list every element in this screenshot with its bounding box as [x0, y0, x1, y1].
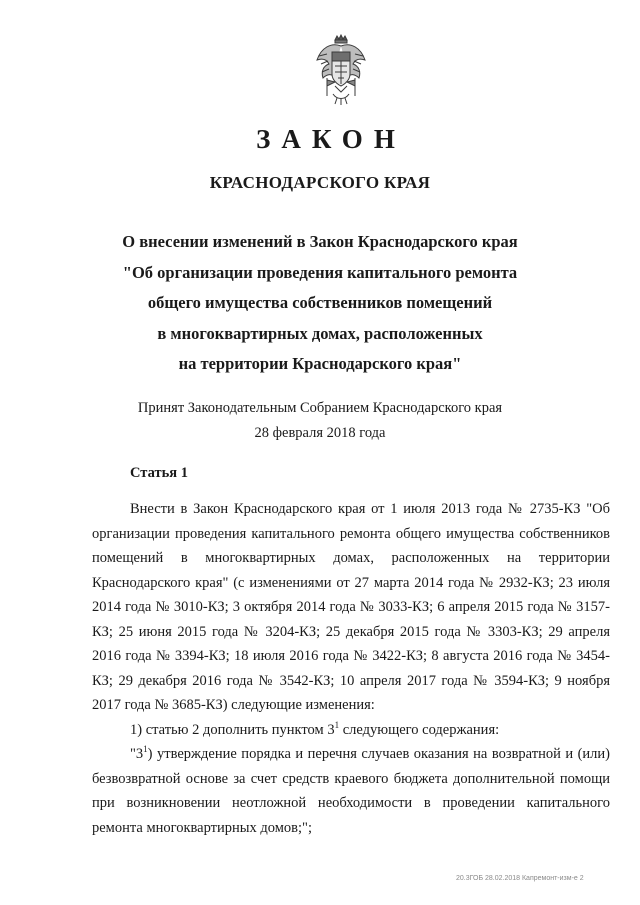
quote-text: ) утверждение порядка и перечня случаев оказания на возвратной и (или) безвозвратной основе за счет средств краевого бюджета дополнительной помощи при возникновении неотложной необходимости в проведении капитального ремонта многоквартирных домов;";	[92, 746, 610, 836]
superscript: 1	[143, 744, 148, 754]
adoption-body: Принят Законодательным Собранием Краснодарского края	[137, 400, 503, 416]
superscript: 1	[334, 719, 340, 730]
amendment-item-text: 1) статью 2 дополнить пунктом 3	[130, 721, 335, 738]
article-heading: Статья 1	[130, 465, 188, 481]
footer-file-reference: 20.3ГОБ 28.02.2018 Капремонт-изм-е 2	[456, 875, 584, 882]
law-subject-title	[0, 227, 640, 380]
subject-line: в многоквартирных домах, расположенных	[157, 323, 483, 343]
amendment-quote	[92, 742, 610, 840]
amendment-item	[92, 718, 610, 743]
amendment-item-text-end: следующего содержания:	[339, 721, 500, 738]
article-intro-paragraph: Внести в Закон Краснодарского края от 1 июля 2013 года № 2735-КЗ "Об организации проведения капитального ремонта общего имущества собственников помещений в многоквартирных домах, расположенных на территории Краснодарского края" (с изменениями от 27 марта 2014 года № 2932-КЗ; 23 июля 2014 года № 3010-КЗ; 3 октября 2014 года № 3033-КЗ; 6 апреля 2015 года № 3157-КЗ; 25 июня 2015 года № 3204-КЗ; 25 декабря 2015 года № 3303-КЗ; 29 апреля 2016 года № 3394-КЗ; 18 июля 2016 года № 3422-КЗ; 8 августа 2016 года № 3454-КЗ; 29 декабря 2016 года № 3542-КЗ; 10 апреля 2017 года № 3594-КЗ; 9 ноября 2017 года № 3685-КЗ) следующие изменения:	[92, 501, 610, 713]
adoption-date: 28 февраля 2018 года	[254, 425, 386, 441]
quote-number: "3	[130, 746, 144, 762]
article-body	[92, 497, 610, 840]
coat-of-arms-icon	[313, 34, 369, 106]
document-type-title: ЗАКОН	[256, 124, 406, 154]
subject-line: на территории Краснодарского края"	[178, 354, 462, 373]
subject-line: "Об организации проведения капитального ремонта	[122, 262, 518, 282]
subject-line: общего имущества собственников помещений	[147, 293, 493, 312]
adoption-note	[0, 396, 640, 446]
subject-line: О внесении изменений в Закон Краснодарского края	[122, 232, 518, 251]
region-title: КРАСНОДАРСКОГО КРАЯ	[209, 173, 431, 192]
